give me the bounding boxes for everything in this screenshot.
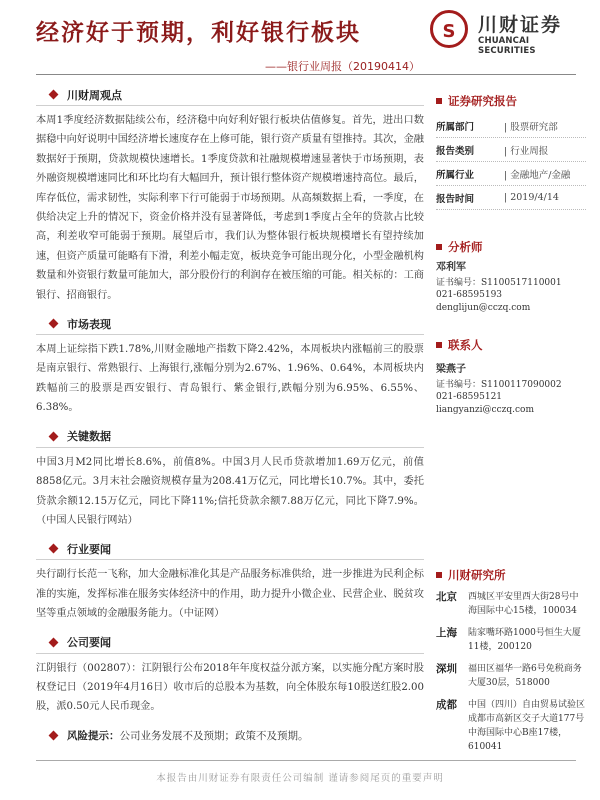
logo-english-name: CHUANCAI SECURITIES (478, 36, 536, 56)
section-body-company: 江阴银行（002807）：江阴银行公布2018年年度权益分派方案，以实施分配方案时股权登记日（2019年4月16日）收市后的总股本为基数，向全体股东每10股送红股2.00股，派0.50元人民币现金。 (36, 662, 424, 713)
sidebar-heading-analyst (436, 238, 586, 256)
office-shenzhen (436, 662, 586, 690)
company-logo (430, 10, 580, 56)
info-row-industry (436, 162, 586, 186)
diamond-bullet-icon (49, 431, 59, 441)
sidebar-heading-report (436, 92, 586, 110)
info-row-category (436, 138, 586, 162)
diamond-bullet-icon (49, 544, 59, 554)
office-address: 中国（四川）自由贸易试验区成都市高新区交子大道177号中海国际中心B座17楼，610041 (468, 700, 586, 752)
analyst-phone: 021-68595193 (436, 290, 503, 300)
info-value: | 2019/4/14 (504, 192, 559, 203)
contact-phone: 021-68595121 (436, 392, 503, 402)
logo-chinese-name: 川财证券 (478, 14, 563, 36)
risk-warning (36, 725, 424, 747)
contact-email[interactable]: liangyanzi@cczq.com (436, 404, 534, 415)
diamond-bullet-icon (49, 319, 59, 329)
section-header-market (36, 313, 424, 335)
section-body-industry: 央行副行长范一飞称，加大金融标准化其是产品服务标准供给，进一步推进为民利企标准的实施，发挥标准在服务实体经济中的作用，助力提升小微企业、民营企业、脱贫攻坚等重点领域的金融服务能力。（中证网） (36, 569, 424, 620)
analyst-email[interactable]: denglijun@cczq.com (436, 302, 531, 313)
risk-text: 公司业务发展不及预期；政策不及预期。 (119, 730, 309, 743)
sidebar (436, 92, 586, 762)
report-subtitle: ——银行业周报（20190414） (265, 60, 420, 73)
info-key: 报告类别 (436, 145, 475, 157)
section-title: 公司要闻 (67, 636, 111, 650)
sidebar-heading-text: 分析师 (448, 240, 483, 254)
main-content (36, 84, 424, 747)
contact-card (436, 364, 586, 416)
office-address: 福田区福华一路6号免税商务大厦30层，518000 (468, 664, 582, 688)
footer-disclaimer: 本报告由川财证券有限责任公司编制 谨请参阅尾页的重要声明 (156, 773, 444, 784)
logo-emblem-icon: S (430, 10, 468, 48)
square-bullet-icon (436, 572, 442, 578)
office-shanghai (436, 626, 586, 654)
info-key: 所属行业 (436, 169, 475, 181)
section-title: 市场表现 (67, 317, 111, 331)
analyst-cert: 证书编号：S1100517110001 (436, 277, 562, 288)
diamond-bullet-icon (49, 90, 59, 100)
section-body-market: 本周上证综指下跌1.78%,川财金融地产指数下降2.42%，本周板块内涨幅前三的股票是南京银行、常熟银行、上海银行,涨幅分别为2.67%、1.96%、0.64%，本周板块内跌幅前三的股票是西安银行、青岛银行、紫金银行,跌幅分别为6.95%、6.55%、6.38%。 (36, 344, 424, 414)
square-bullet-icon (436, 98, 442, 104)
info-key: 所属部门 (436, 121, 475, 133)
sidebar-heading-text: 联系人 (448, 338, 483, 352)
header-divider (36, 74, 576, 75)
diamond-bullet-icon (49, 731, 59, 741)
info-value: | 行业周报 (504, 145, 549, 157)
office-beijing (436, 590, 586, 618)
office-city: 成都 (436, 699, 457, 711)
info-row-date (436, 186, 586, 210)
report-title: 经济好于预期，利好银行板块 (36, 20, 361, 46)
sidebar-heading-research (436, 566, 586, 584)
section-title: 川财周观点 (67, 88, 122, 102)
office-city: 深圳 (436, 663, 457, 675)
section-title: 行业要闻 (67, 542, 111, 556)
section-body-view: 本周1季度经济数据陆续公布，经济稳中向好利好银行板块估值修复。首先，进出口数据稳中向好说明中国经济增长速度存在上修可能，银行资产质量有望推持。其次，金融数据好于预期，贷款规模快速增长。1季度贷款和社融规模增速显著快于市场预期，表外融资规模增速同比和环比均有大幅回升，预计银行整体资产规模增速持高位。最后，库存低位，需求韧性，实际利率下行可能弱于市场预期。从高频数据上看，一季度，在供给决定上升的情况下，资金价格并没有显著降低，考虑到1季度占全年的贷款占比较高，利差收窄可能弱于预期。展望后市，我们认为整体银行板块规模增长有望持续加速，但资产质量可能略有下滑，利差小幅走宽，板块竞争可能出现分化，小型金融机构数量和外资银行数量可能加大，部分股份行的利润存在被压缩的可能。相关标的：工商银行、招商银行。 (36, 115, 424, 301)
section-header-industry (36, 538, 424, 560)
section-header-view (36, 84, 424, 106)
sidebar-heading-text: 川财研究所 (448, 568, 506, 582)
office-city: 北京 (436, 591, 457, 603)
risk-label: 风险提示： (67, 730, 120, 743)
section-body-data: 中国3月M2同比增长8.6%，前值8%。中国3月人民币贷款增加1.69万亿元，前值8858亿元。3月末社会融资规模存量为208.41万亿元，同比增长10.7%。其中，委托贷款余额12.15万亿元，同比下降11%;信托贷款余额7.88万亿元，同比下降7.9%。（中国人民银行网站） (36, 456, 424, 526)
footer-divider (36, 760, 576, 761)
sidebar-heading-contact (436, 336, 586, 354)
square-bullet-icon (436, 342, 442, 348)
info-value: | 金融地产/金融 (504, 169, 571, 181)
info-value: | 股票研究部 (504, 121, 558, 133)
contact-name: 梁燕子 (436, 364, 466, 375)
diamond-bullet-icon (49, 637, 59, 647)
office-chengdu (436, 698, 586, 754)
office-city: 上海 (436, 627, 457, 639)
section-header-data (36, 426, 424, 448)
square-bullet-icon (436, 244, 442, 250)
contact-cert: 证书编号：S1100117090002 (436, 379, 562, 390)
section-title: 关键数据 (67, 430, 111, 444)
info-row-department (436, 114, 586, 138)
section-header-company (36, 632, 424, 654)
analyst-card (436, 262, 586, 314)
office-address: 陆家嘴环路1000号恒生大厦11楼，200120 (468, 628, 581, 652)
office-address: 西城区平安里西大街28号中海国际中心15楼，100034 (468, 592, 579, 616)
info-key: 报告时间 (436, 193, 475, 205)
analyst-name: 邓利军 (436, 262, 466, 273)
sidebar-heading-text: 证券研究报告 (448, 94, 517, 108)
